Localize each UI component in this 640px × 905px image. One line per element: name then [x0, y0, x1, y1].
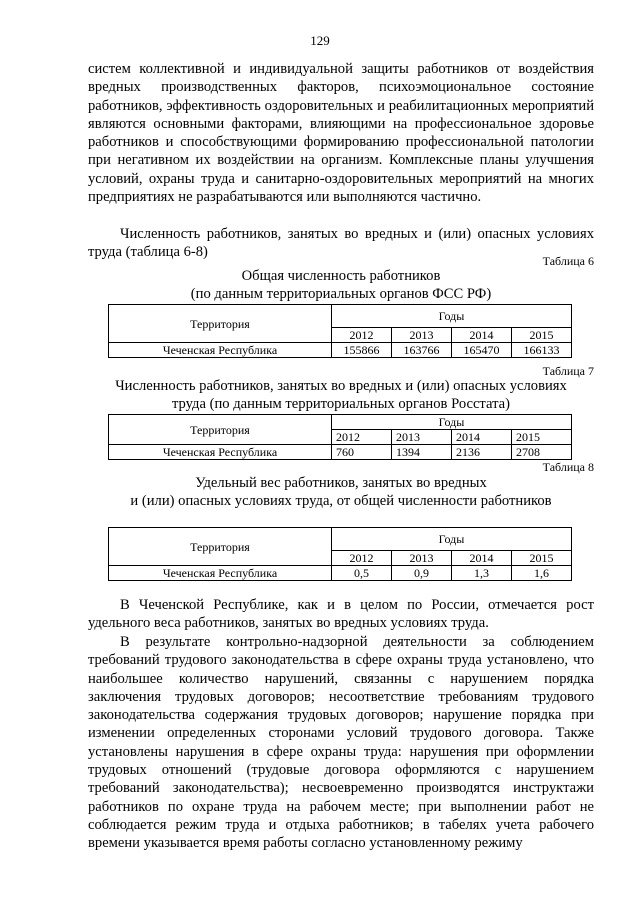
table6-year: 2012	[332, 328, 392, 343]
table8-caption: Таблица 8	[542, 460, 594, 474]
table7-header-territory: Территория	[109, 415, 332, 445]
table7-year: 2014	[452, 430, 512, 445]
table8-year: 2015	[512, 551, 572, 566]
table6-year: 2014	[452, 328, 512, 343]
table8-title-line1: Удельный вес работников, занятых во вредных	[195, 475, 487, 491]
table7-value: 760	[332, 445, 392, 460]
table7-year: 2012	[332, 430, 392, 445]
table7	[108, 414, 572, 460]
table8-header-years: Годы	[332, 528, 572, 551]
table6-title-line1: Общая численность работников	[241, 268, 441, 284]
table8	[108, 527, 572, 581]
table7-title-line2: труда (по данным территориальных органов Росстата)	[172, 396, 510, 412]
table8-year: 2013	[392, 551, 452, 566]
table7-header-years: Годы	[332, 415, 572, 430]
table8-value: 0,5	[332, 566, 392, 581]
table6-value: 155866	[332, 343, 392, 358]
table6-caption: Таблица 6	[542, 254, 594, 268]
table7-title-line1: Численность работников, занятых во вредных и (или) опасных условиях	[115, 378, 567, 394]
table7-year: 2015	[512, 430, 572, 445]
table6-header-years: Годы	[332, 305, 572, 328]
paragraph-tables-lead: Численность работников, занятых во вредных и (или) опасных условиях труда (таблица 6-8)	[88, 226, 594, 261]
table7-row-label: Чеченская Республика	[109, 445, 332, 460]
table8-value: 0,9	[392, 566, 452, 581]
paragraph-violations: В результате контрольно-надзорной деятельности за соблюдением требований трудового законодательства в сфере охраны труда установлено, что наибольшее количество нарушений, связанны с нарушением порядка заключения трудовых договоров; несоответствие требованиям трудового законодательства содержания трудовых договоров; нарушение порядка при изменении определенных сторонами условий трудового договора. Также установлены нарушения в сфере охраны труда: нарушения при оформлении трудовых отношений (трудовые договора оформляются с нарушением требований законодательства); несвоевременно производятся инструктажи работников по охране труда на рабочем месте; при выполнении работ не соблюдается режим труда и отдыха работников; в табелях учета рабочего времени указывается время работы согласно установленному режиму	[88, 634, 594, 852]
table6-value: 163766	[392, 343, 452, 358]
table7-value: 2708	[512, 445, 572, 460]
table6-title-line2: (по данным территориальных органов ФСС РФ)	[190, 286, 492, 302]
table7-year: 2013	[392, 430, 452, 445]
table6-row-label: Чеченская Республика	[109, 343, 332, 358]
paragraph-growth: В Чеченской Республике, как и в целом по России, отмечается рост удельного веса работников, занятых во вредных условиях труда.	[88, 597, 594, 632]
table8-row-label: Чеченская Республика	[109, 566, 332, 581]
table6-value: 165470	[452, 343, 512, 358]
table8-year: 2014	[452, 551, 512, 566]
table7-caption: Таблица 7	[542, 364, 594, 378]
table8-header-territory: Территория	[109, 528, 332, 566]
table6-year: 2013	[392, 328, 452, 343]
table8-value: 1,3	[452, 566, 512, 581]
table6-year: 2015	[512, 328, 572, 343]
table7-value: 2136	[452, 445, 512, 460]
table7-value: 1394	[392, 445, 452, 460]
table8-value: 1,6	[512, 566, 572, 581]
table8-title-line2: и (или) опасных условиях труда, от общей численности работников	[130, 493, 552, 509]
table8-year: 2012	[332, 551, 392, 566]
table6-header-territory: Территория	[109, 305, 332, 343]
table6-value: 166133	[512, 343, 572, 358]
table6	[108, 304, 572, 358]
page-number: 129	[310, 33, 330, 48]
paragraph-intro: систем коллективной и индивидуальной защиты работников от воздействия вредных производственных факторов, психоэмоциональное состояние работников, эффективность оздоровительных и реабилитационных мероприятий являются основными факторами, влияющими на профессиональное здоровье работников и способствующими формированию профессиональной патологии при негативном их воздействии на организм. Комплексные планы улучшения условий, охраны труда и санитарно-оздоровительных мероприятий на многих предприятиях не разрабатываются или выполняются частично.	[88, 61, 594, 206]
